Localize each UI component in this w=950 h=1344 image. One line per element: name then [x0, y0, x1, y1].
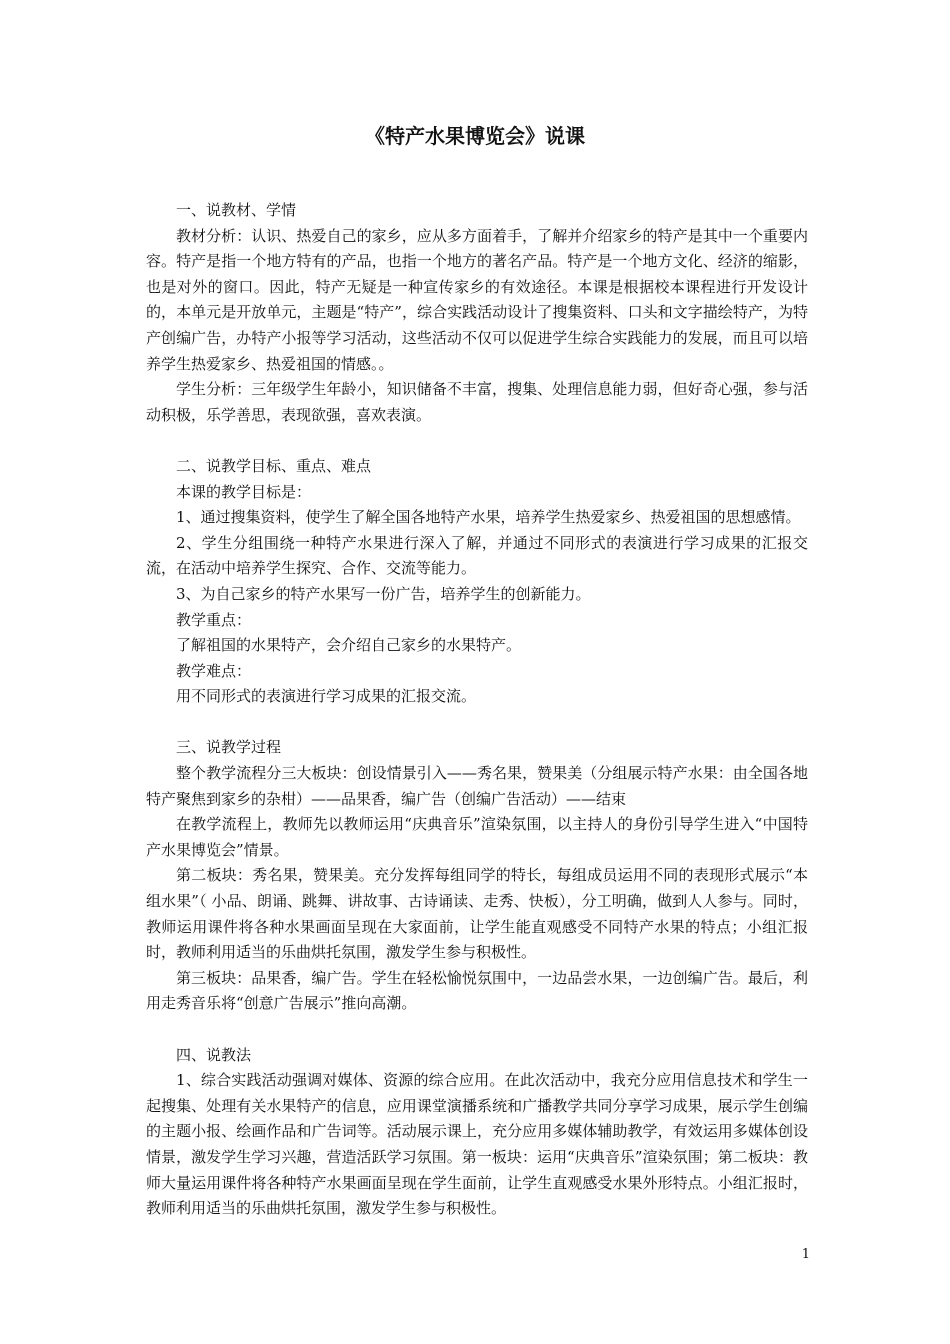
paragraph: 1、通过搜集资料，使学生了解全国各地特产水果，培养学生热爱家乡、热爱祖国的思想感情。	[176, 508, 801, 527]
paragraph: 二、说教学目标、重点、难点	[176, 456, 372, 475]
blank-line	[146, 1017, 808, 1043]
paragraph: 了解祖国的水果特产，会介绍自己家乡的水果特产。	[176, 636, 522, 655]
document-body	[146, 198, 808, 1222]
paragraph: 第三板块：品果香，编广告。学生在轻松愉悦氛围中，一边品尝水果，一边创编广告。最后，利用走秀音乐将“创意广告展示”推向高潮。	[146, 968, 808, 1013]
paragraph: 1、综合实践活动强调对媒体、资源的综合应用。在此次活动中，我充分应用信息技术和学生一起搜集、处理有关水果特产的信息，应用课堂演播系统和广播教学共同分享学习成果，展示学生创编的主题小报、绘画作品和广告词等。活动展示课上，充分应用多媒体辅助教学，有效运用多媒体创设情景，激发学生学习兴趣，营造活跃学习氛围。第一板块：运用“庆典音乐”渲染氛围；第二板块：教师大量运用课件将各种特产水果画面呈现在学生面前，让学生直观感受水果外形特点。小组汇报时，教师利用适当的乐曲烘托氛围，激发学生参与积极性。	[146, 1071, 808, 1218]
paragraph: 2、学生分组围绕一种特产水果进行深入了解，并通过不同形式的表演进行学习成果的汇报交流，在活动中培养学生探究、合作、交流等能力。	[146, 533, 808, 578]
paragraph: 整个教学流程分三大板块：创设情景引入——秀名果，赞果美（分组展示特产水果：由全国各地特产聚焦到家乡的杂柑）——品果香，编广告（创编广告活动）——结束	[146, 764, 808, 808]
paragraph: 本课的教学目标是：	[176, 482, 312, 501]
paragraph: 教材分析：认识、热爱自己的家乡，应从多方面着手，了解并介绍家乡的特产是其中一个重要内容。特产是指一个地方特有的产品，也指一个地方的著名产品。特产是一个地方文化、经济的缩影，也是对外的窗口。因此，特产无疑是一种宣传家乡的有效途径。本课是根据校本课程进行开发设计的，本单元是开放单元，主题是“特产”，综合实践活动设计了搜集资料、口头和文字描绘特产，为特产创编广告，办特产小报等学习活动，这些活动不仅可以促进学生综合实践能力的发展，而且可以培养学生热爱家乡、热爱祖国的情感。。	[146, 226, 808, 373]
paragraph: 3、为自己家乡的特产水果写一份广告，培养学生的创新能力。	[176, 584, 591, 603]
paragraph: 第二板块：秀名果，赞果美。充分发挥每组同学的特长，每组成员运用不同的表现形式展示“本组水果”（ 小品、朗诵、跳舞、讲故事、古诗诵读、走秀、快板），分工明确，做到人人参与。同时，教师运用课件将各种水果画面呈现在大家面前，让学生能直观感受不同特产水果的特点；小组汇报时，教师利用适当的乐曲烘托氛围，激发学生参与积极性。	[146, 866, 808, 962]
paragraph: 三、说教学过程	[176, 738, 282, 757]
blank-line	[146, 710, 808, 736]
paragraph: 教学重点：	[176, 610, 252, 629]
paragraph: 在教学流程上，教师先以教师运用“庆典音乐”渲染氛围，以主持人的身份引导学生进入“中国特产水果博览会”情景。	[146, 815, 808, 859]
paragraph: 学生分析：三年级学生年龄小，知识储备不丰富，搜集、处理信息能力弱，但好奇心强，参与活动积极，乐学善思，表现欲强，喜欢表演。	[146, 380, 808, 424]
paragraph: 用不同形式的表演进行学习成果的汇报交流。	[176, 687, 477, 706]
paragraph: 一、说教材、学情	[176, 201, 297, 219]
blank-line	[146, 428, 808, 454]
document-title: 《特产水果博览会》说课	[365, 124, 585, 148]
page-number: 1	[801, 1247, 810, 1262]
paragraph: 教学难点：	[176, 661, 252, 680]
paragraph: 四、说教法	[176, 1045, 252, 1064]
